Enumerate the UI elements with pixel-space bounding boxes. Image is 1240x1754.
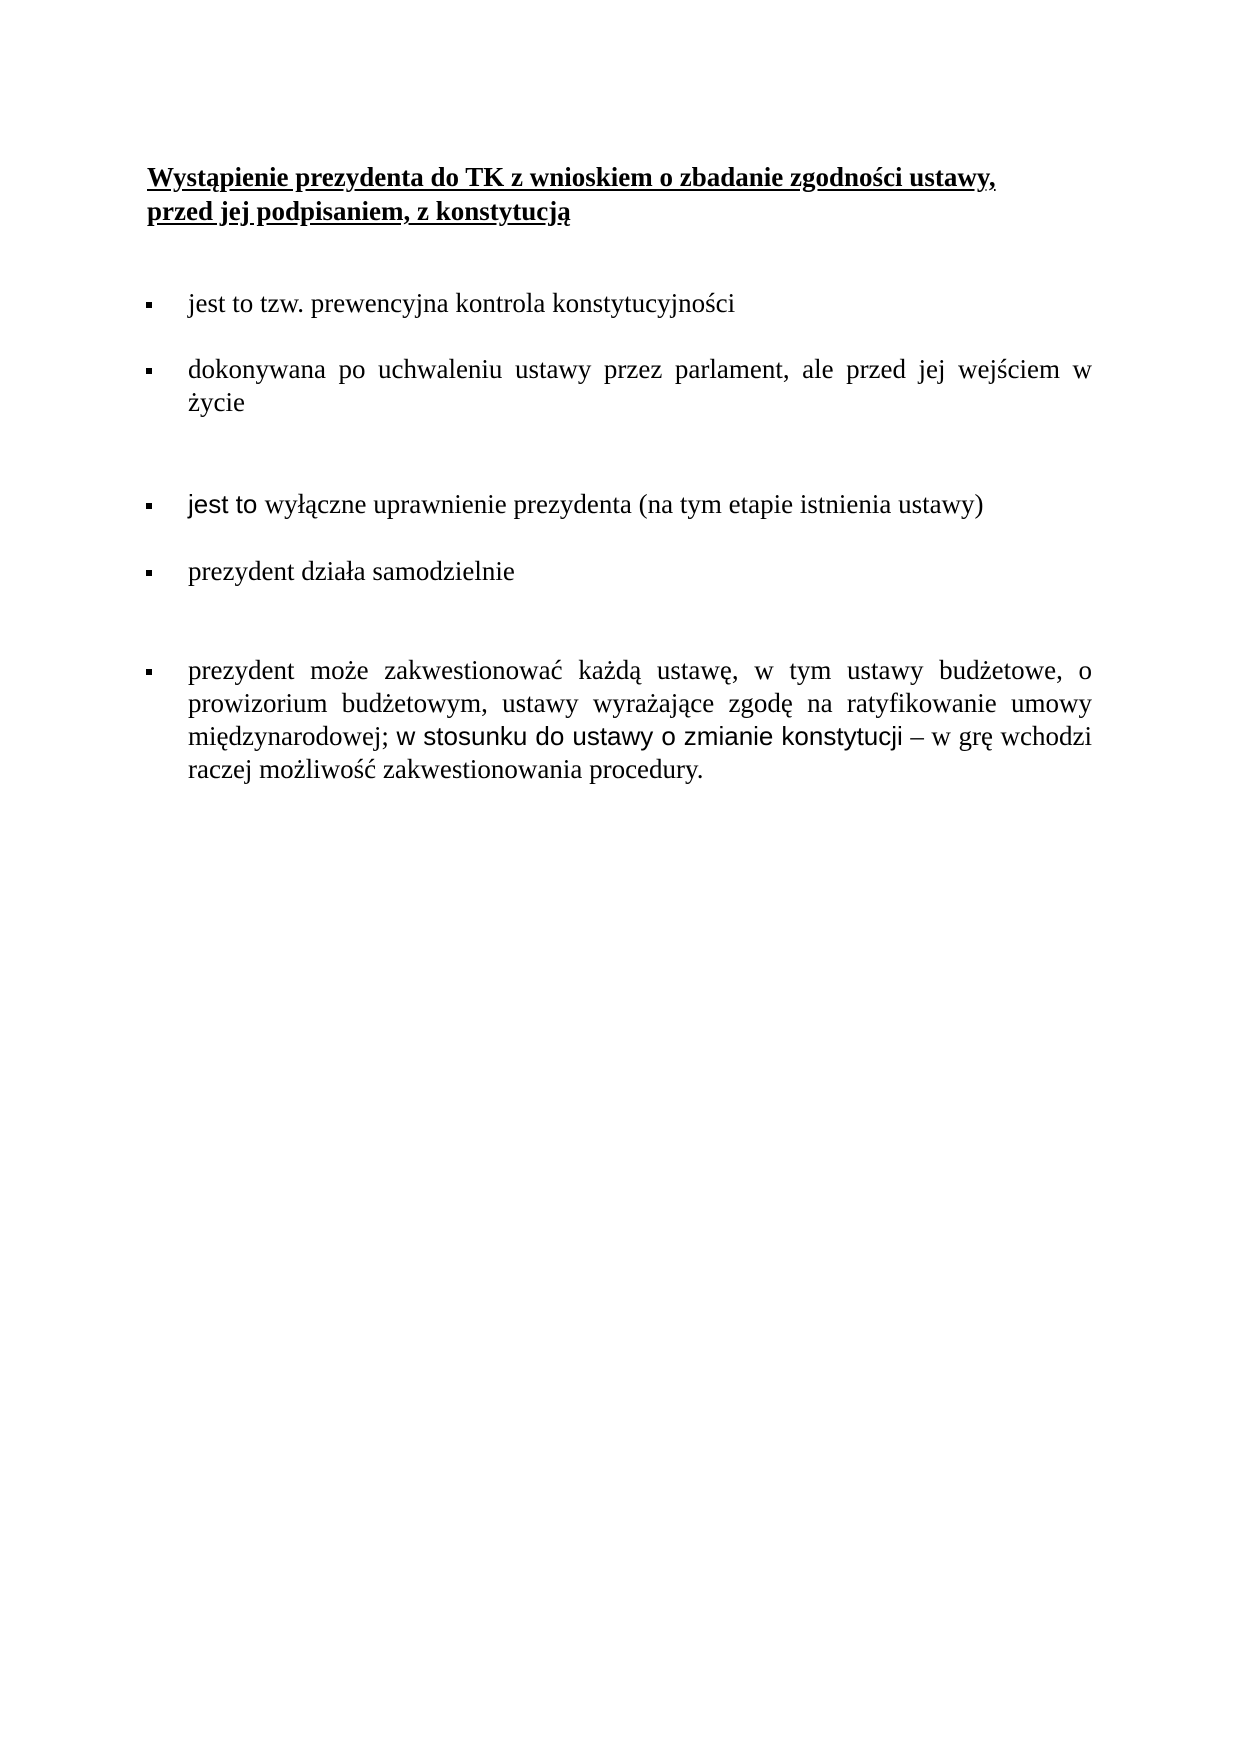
- title-line-1: Wystąpienie prezydenta do TK z wnioskiem o zbadanie zgodności ustawy,: [147, 162, 996, 192]
- list-item-lead: jest to: [188, 489, 265, 519]
- list-item-body: prezydent może zakwestionować każdą ustawę, w tym ustawy budżetowe, o prowizorium budżetowym, ustawy wyrażające zgodę na ratyfikowanie umowy międzynarodowej;: [188, 655, 1092, 751]
- list-item-text: [188, 654, 1092, 786]
- list-item-emphasis: w stosunku do ustawy o zmianie konstytucji: [396, 721, 903, 751]
- list-item: [146, 353, 1092, 419]
- list-item-text: jest to tzw. prewencyjna kontrola konstytucyjności: [188, 288, 736, 318]
- title-line-2: przed jej podpisaniem, z konstytucją: [147, 196, 571, 226]
- document-title: [147, 160, 1092, 228]
- list-item-text: [188, 488, 1092, 521]
- list-item: [146, 488, 1092, 521]
- list-item: [146, 555, 1092, 588]
- list-item-tail: – w grę wchodzi raczej możliwość zakwestionowania procedury.: [188, 721, 1092, 784]
- list-item-text: prezydent działa samodzielnie: [188, 556, 515, 586]
- list-item: [146, 287, 1092, 320]
- list-item: [146, 654, 1092, 786]
- list-item-text: dokonywana po uchwaleniu ustawy przez parlament, ale przed jej wejściem w życie: [188, 354, 1092, 417]
- list-item-body: wyłączne uprawnienie prezydenta (na tym etapie istnienia ustawy): [264, 489, 984, 519]
